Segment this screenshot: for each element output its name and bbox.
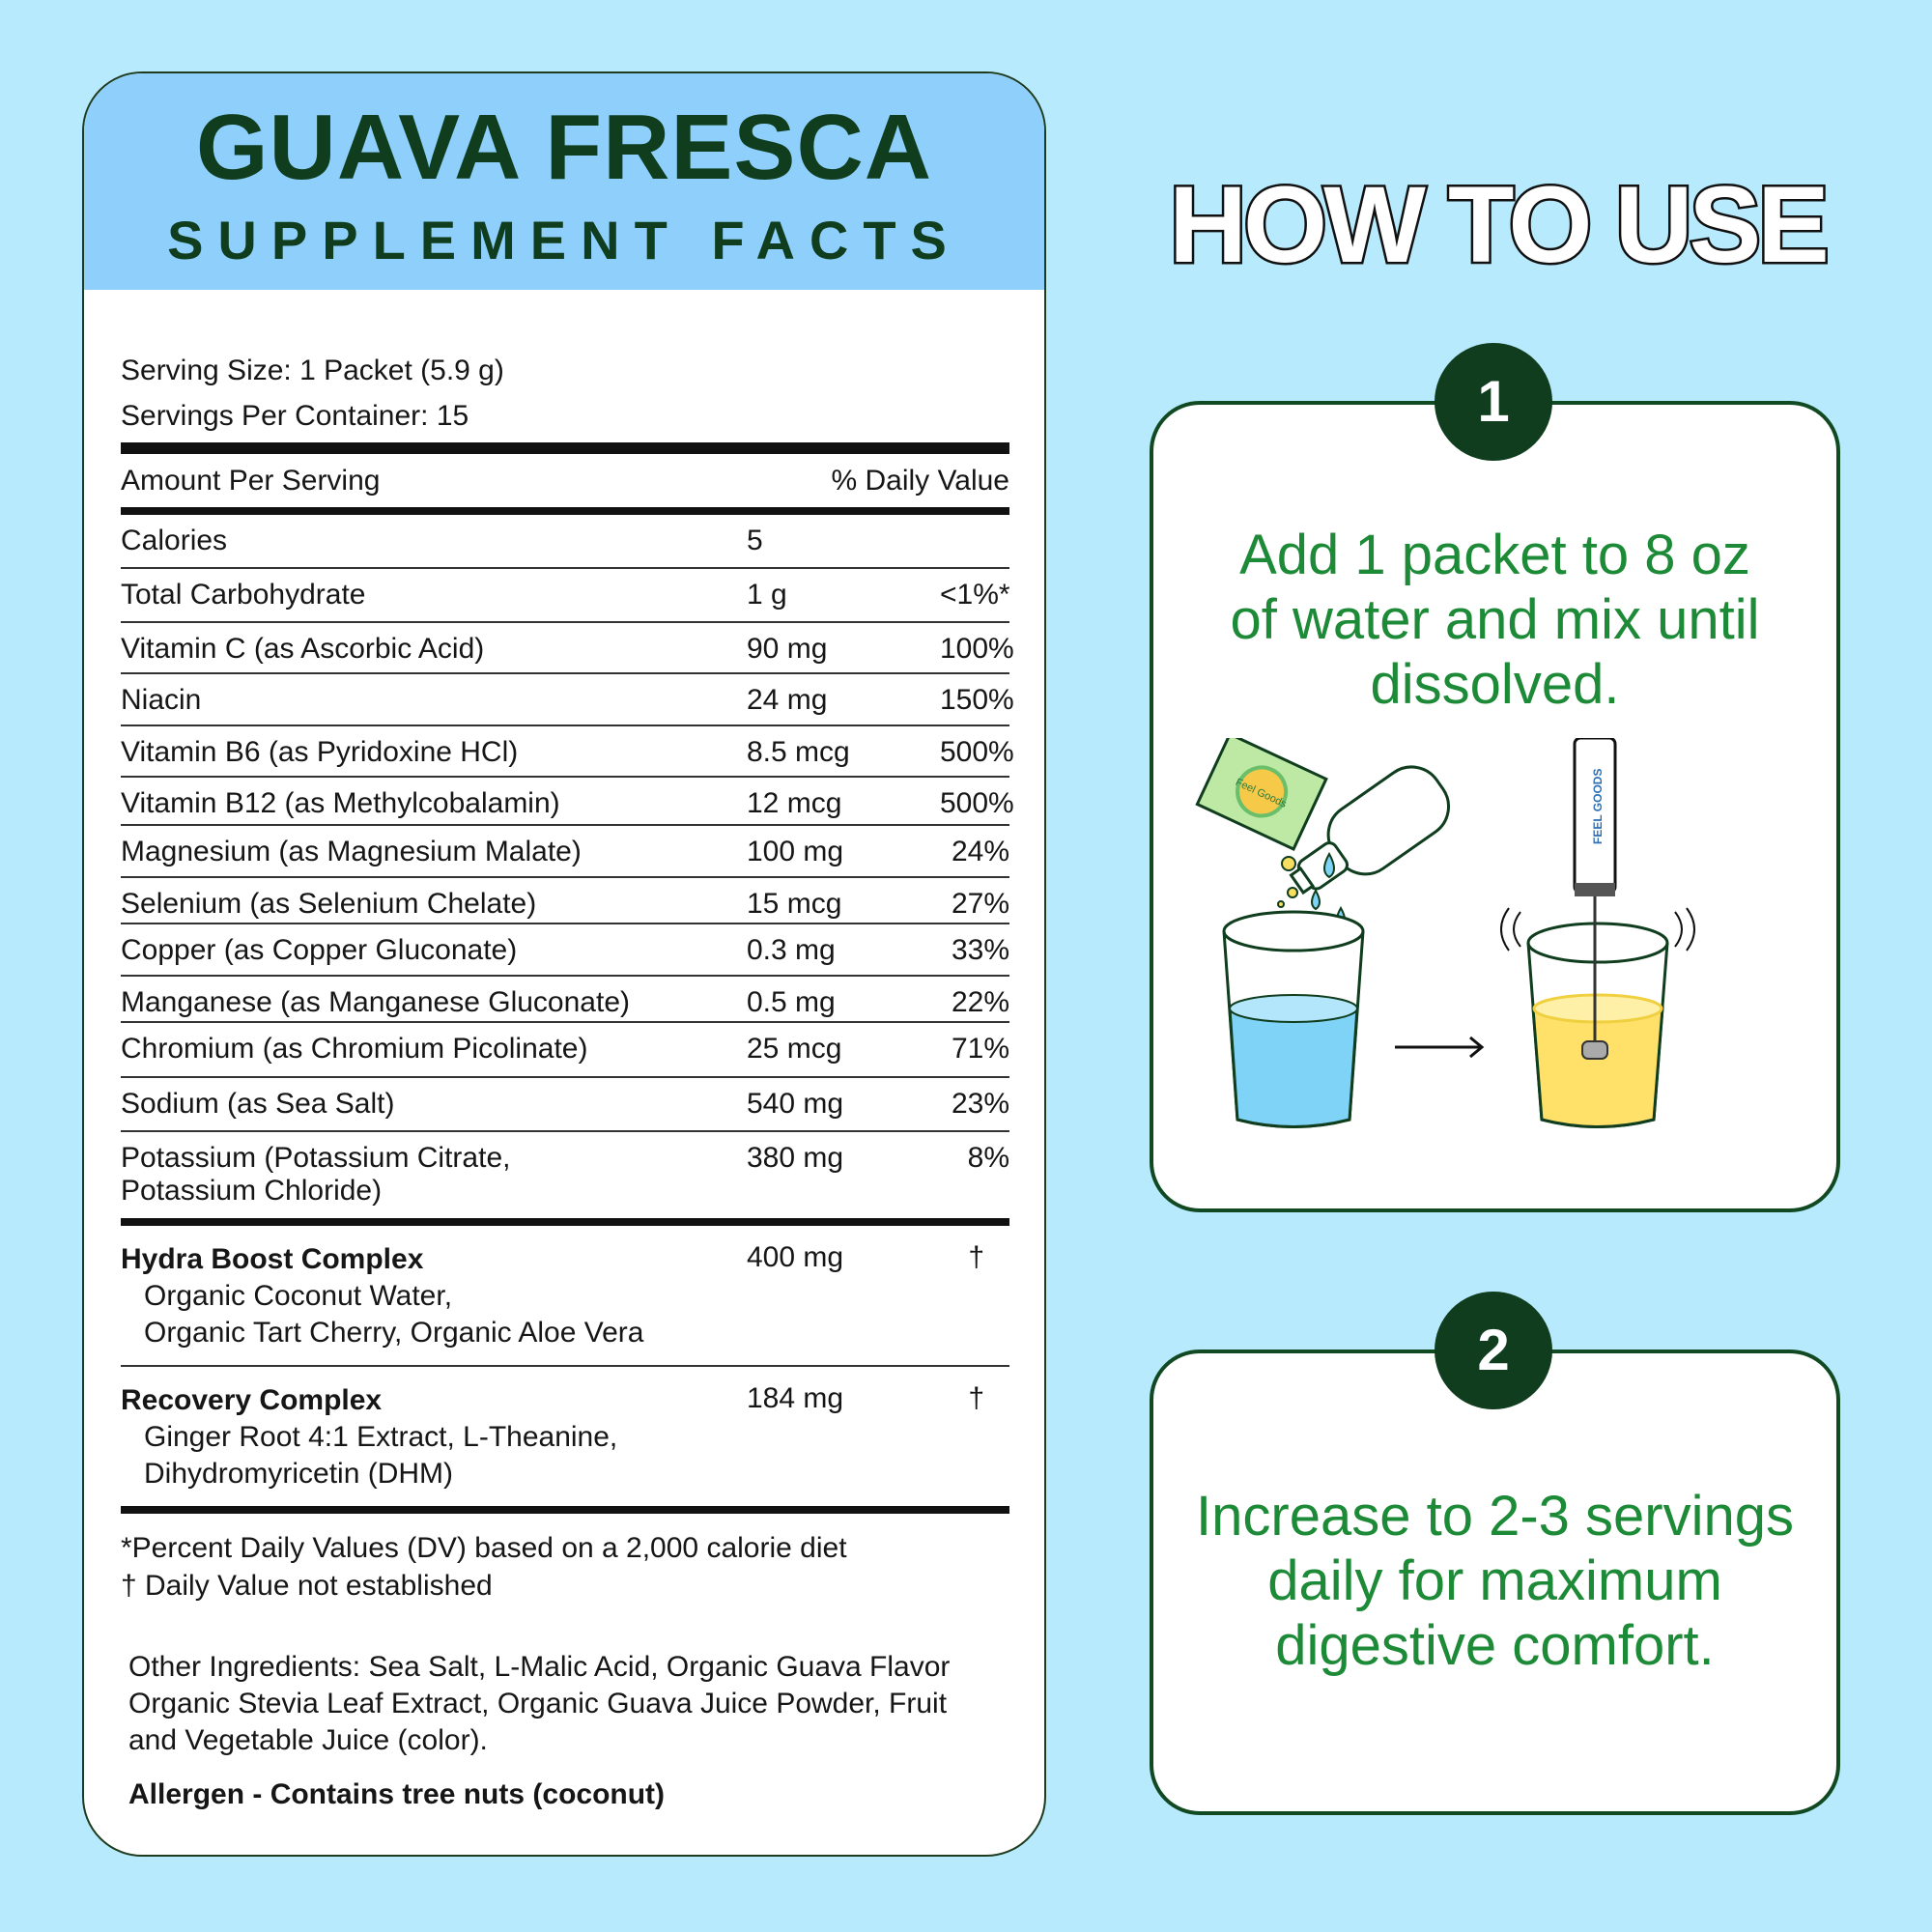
divider [121,1218,1009,1226]
nutrient-name [121,1142,747,1208]
complex-amount: 184 mg [747,1382,844,1414]
table-row [121,826,1009,876]
nutrient-dv: 500% [940,787,1014,819]
complex-ingredients: Ginger Root 4:1 Extract, L-Theanine, [144,1421,618,1453]
other-ingredients-line: Organic Stevia Leaf Extract, Organic Guava Juice Powder, Fruit [128,1688,948,1719]
nutrient-amount: 8.5 mcg [747,736,850,768]
nutrient-dv: 71% [951,1033,1009,1065]
footnotes [121,1529,1009,1605]
nutrient-dv: <1%* [940,579,1010,611]
nutrient-amount: 24 mg [747,684,828,716]
frother-brand: FEEL GOODS [1591,768,1605,844]
complex-ingredients: Dihydromyricetin (DHM) [144,1458,454,1490]
arrow-right-icon [1395,1037,1482,1057]
product-title: GUAVA FRESCA [195,96,933,199]
complex-dv: † [968,1382,984,1414]
complex-ingredients: Organic Tart Cherry, Organic Aloe Vera [144,1317,644,1349]
other-ingredients-line: and Vegetable Juice (color). [128,1724,488,1756]
step-2-badge: 2 [1435,1292,1552,1409]
nutrient-name: Vitamin B6 (as Pyridoxine HCl) [121,736,519,768]
step-1-line: Add 1 packet to 8 oz [1239,524,1750,586]
nutrient-dv: 22% [951,986,1009,1018]
divider [121,1506,1009,1514]
step-2-line: digestive comfort. [1275,1614,1715,1677]
table-row [121,778,1014,824]
not-established-footnote: † Daily Value not established [121,1570,493,1602]
table-row [121,1078,1009,1130]
nutrient-amount: 25 mcg [747,1033,842,1065]
step-2-line: daily for maximum [1267,1549,1722,1612]
step-1-badge: 1 [1435,343,1552,461]
nutrient-amount: 5 [747,525,763,556]
table-row [121,515,1009,567]
step-1-line: of water and mix until [1230,588,1760,651]
complex-title: Hydra Boost Complex [121,1243,424,1275]
divider [121,442,1009,454]
step-2-instructions [1153,1484,1836,1678]
nutrient-amount: 1 g [747,579,787,611]
step-1-card [1150,401,1840,1212]
serving-size: Serving Size: 1 Packet (5.9 g) [121,355,504,386]
nutrient-dv: 24% [951,836,1009,867]
nutrient-dv: 500% [940,736,1014,768]
label-header [84,73,1044,290]
nutrient-dv: 23% [951,1088,1009,1120]
nutrient-name: Manganese (as Manganese Gluconate) [121,986,630,1018]
other-ingredients [121,1649,998,1759]
table-row [121,1023,1009,1076]
nutrient-amount: 15 mcg [747,888,842,920]
amount-per-serving-header: Amount Per Serving [121,464,381,497]
table-row [121,878,1009,923]
nutrient-name-line1: Potassium (Potassium Citrate, [121,1142,511,1174]
complex-amount: 400 mg [747,1241,844,1273]
nutrient-name: Calories [121,525,228,556]
hydra-boost-complex [121,1226,1009,1365]
nutrient-name: Sodium (as Sea Salt) [121,1088,395,1120]
facts-table [121,348,1014,1811]
nutrient-dv: 33% [951,934,1009,966]
nutrient-amount: 12 mcg [747,787,842,819]
step-2-card [1150,1350,1840,1815]
table-row [121,924,1009,975]
table-row [121,569,1009,621]
packet-icon [1197,738,1326,849]
table-row [121,674,1014,724]
nutrient-dv: 8% [967,1142,1009,1174]
packet-logo: Feel Goods [1233,776,1289,810]
step-1-line: dissolved. [1370,653,1620,716]
nutrient-amount: 540 mg [747,1088,844,1120]
nutrient-amount: 100 mg [747,836,844,867]
servings-per-container: Servings Per Container: 15 [121,400,469,432]
nutrient-name: Chromium (as Chromium Picolinate) [121,1033,588,1065]
nutrient-dv: 100% [940,633,1014,665]
table-row [121,977,1009,1021]
daily-value-footnote: *Percent Daily Values (DV) based on a 2,000 calorie diet [121,1532,847,1564]
step-1-instructions [1153,523,1836,717]
allergen-statement: Allergen - Contains tree nuts (coconut) [128,1778,666,1810]
nutrient-name: Vitamin C (as Ascorbic Acid) [121,633,485,665]
table-row [121,623,1014,672]
nutrient-name: Magnesium (as Magnesium Malate) [121,836,582,867]
nutrient-name: Selenium (as Selenium Chelate) [121,888,537,920]
nutrient-amount: 90 mg [747,633,828,665]
nutrient-amount: 0.3 mg [747,934,836,966]
how-to-use-title: HOW TO USE [1169,164,1826,285]
mixed-drink-glass-icon [1528,923,1667,1127]
supplement-facts-heading: SUPPLEMENT FACTS [167,210,961,270]
complex-title: Recovery Complex [121,1384,383,1416]
nutrient-name-line2: Potassium Chloride) [121,1175,383,1207]
nutrient-name: Total Carbohydrate [121,579,366,611]
mixing-illustration [1192,738,1810,1192]
divider [121,507,1009,515]
nutrient-dv: 150% [940,684,1014,716]
other-ingredients-line: Other Ingredients: Sea Salt, L-Malic Acid, Organic Guava Flavor [128,1651,951,1683]
daily-value-header: % Daily Value [831,464,1009,497]
supplement-facts-panel [82,71,1046,1857]
recovery-complex [121,1367,1009,1506]
nutrient-amount: 380 mg [747,1142,844,1174]
table-header [121,454,1009,507]
step-2-line: Increase to 2-3 servings [1196,1485,1794,1548]
nutrient-name: Vitamin B12 (as Methylcobalamin) [121,787,560,819]
nutrient-dv: 27% [951,888,1009,920]
table-row [121,1132,1009,1218]
nutrient-name: Niacin [121,684,202,716]
nutrient-amount: 0.5 mg [747,986,836,1018]
complex-dv: † [968,1241,984,1273]
table-row [121,726,1014,776]
complex-ingredients: Organic Coconut Water, [144,1280,453,1312]
nutrient-name: Copper (as Copper Gluconate) [121,934,518,966]
water-glass-icon [1224,912,1363,1127]
